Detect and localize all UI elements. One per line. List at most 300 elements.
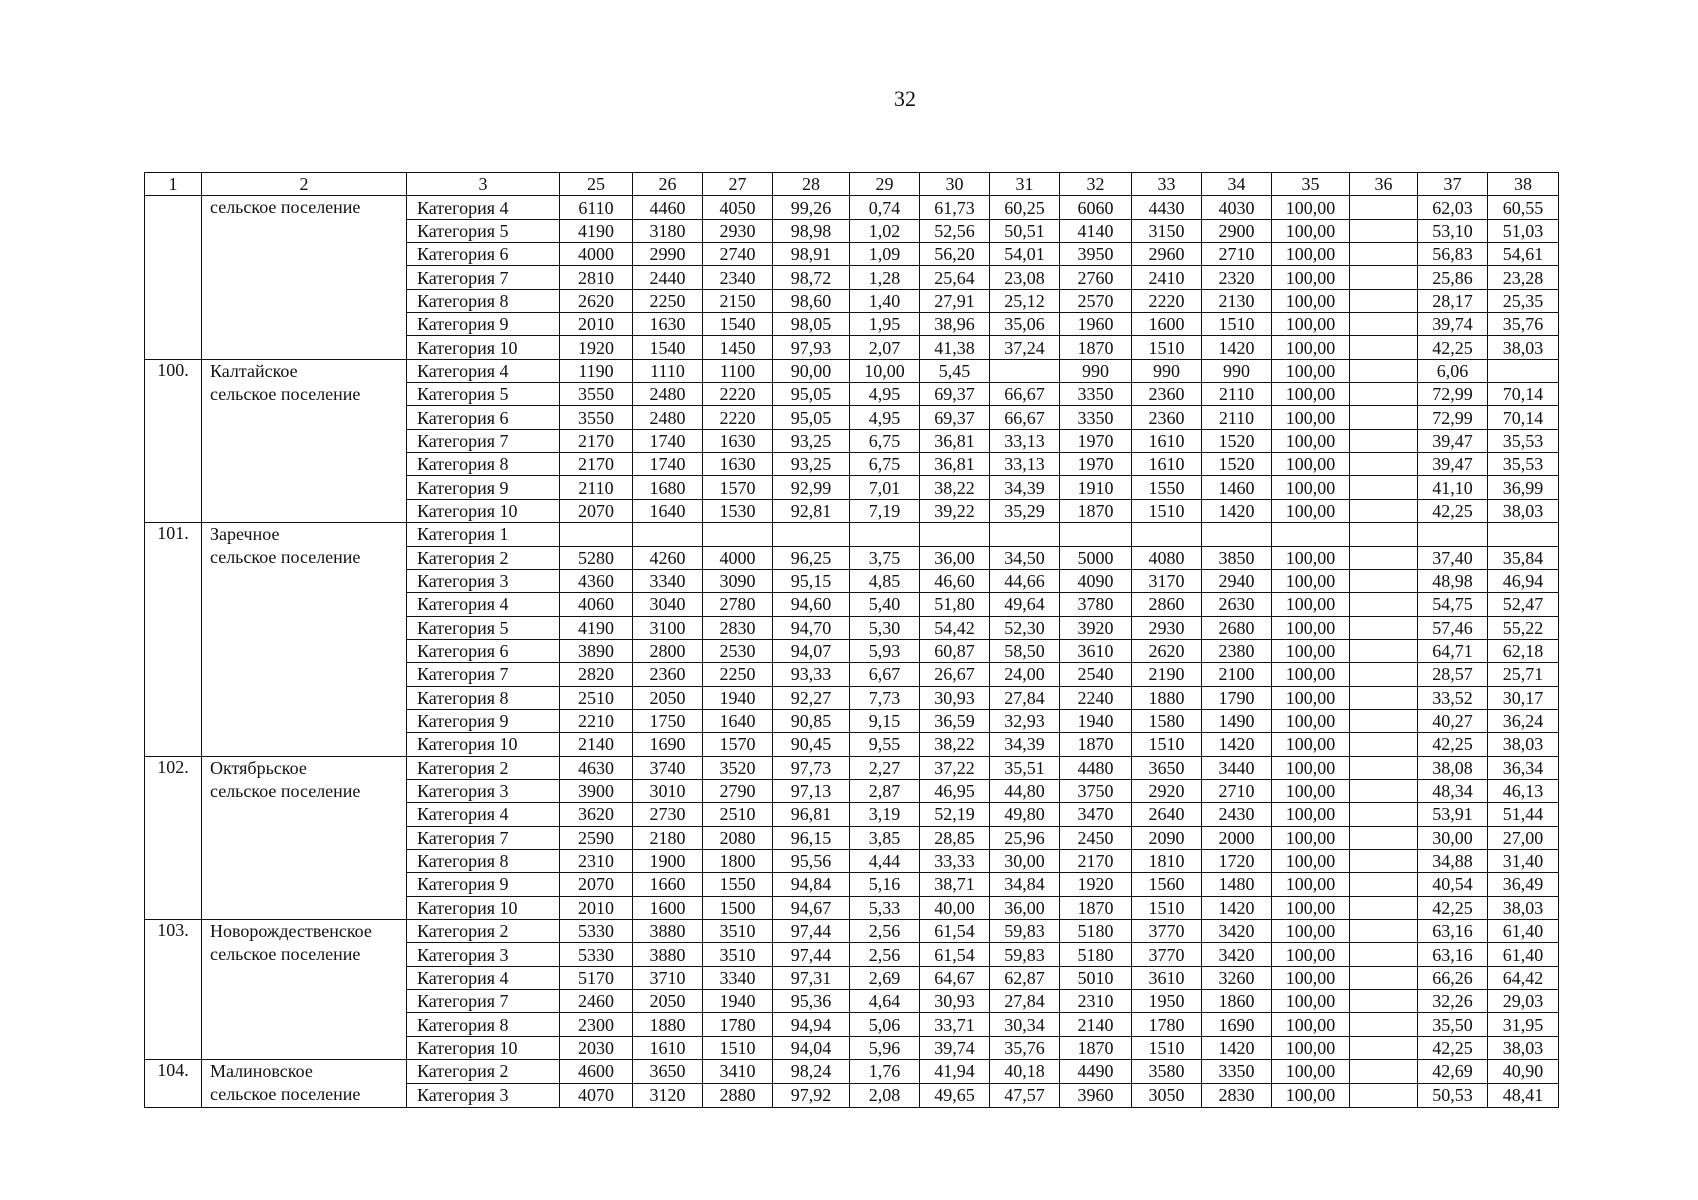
value-cell: 42,25 <box>1418 896 1488 919</box>
value-cell: 41,94 <box>920 1060 990 1084</box>
value-cell <box>560 523 633 546</box>
value-cell: 27,84 <box>990 990 1060 1013</box>
value-cell: 38,03 <box>1488 896 1559 919</box>
value-cell: 2220 <box>703 383 773 406</box>
value-cell: 1560 <box>1132 873 1202 896</box>
value-cell: 66,26 <box>1418 966 1488 989</box>
value-cell: 93,25 <box>773 429 850 452</box>
value-cell: 1660 <box>633 873 703 896</box>
value-cell: 1110 <box>633 359 703 382</box>
value-cell: 34,50 <box>990 546 1060 569</box>
value-cell: 42,25 <box>1418 336 1488 359</box>
value-cell: 46,94 <box>1488 569 1559 592</box>
value-cell <box>1350 779 1418 802</box>
value-cell: 4000 <box>560 243 633 266</box>
value-cell: 3050 <box>1132 1083 1202 1107</box>
value-cell <box>1350 803 1418 826</box>
settlement-name <box>202 359 407 522</box>
value-cell: 1940 <box>1060 709 1132 732</box>
value-cell: 1510 <box>1202 313 1272 336</box>
value-cell: 2140 <box>560 733 633 756</box>
value-cell: 3510 <box>703 920 773 943</box>
value-cell <box>1350 476 1418 499</box>
value-cell: 100,00 <box>1272 896 1350 919</box>
value-cell: 30,34 <box>990 1013 1060 1036</box>
value-cell: 6,75 <box>850 429 920 452</box>
category-cell: Категория 2 <box>407 546 560 569</box>
value-cell: 52,56 <box>920 219 990 242</box>
value-cell: 2860 <box>1132 593 1202 616</box>
value-cell: 2510 <box>703 803 773 826</box>
value-cell: 2000 <box>1202 826 1272 849</box>
category-cell: Категория 5 <box>407 219 560 242</box>
category-cell: Категория 4 <box>407 966 560 989</box>
value-cell: 35,84 <box>1488 546 1559 569</box>
value-cell: 4,44 <box>850 849 920 872</box>
value-cell: 1900 <box>633 849 703 872</box>
value-cell: 1690 <box>633 733 703 756</box>
value-cell: 1630 <box>703 429 773 452</box>
value-cell: 36,00 <box>920 546 990 569</box>
value-cell: 2050 <box>633 686 703 709</box>
value-cell: 39,47 <box>1418 429 1488 452</box>
value-cell: 30,00 <box>990 849 1060 872</box>
value-cell: 7,19 <box>850 499 920 522</box>
value-cell: 49,80 <box>990 803 1060 826</box>
value-cell: 2410 <box>1132 266 1202 289</box>
value-cell: 4030 <box>1202 196 1272 219</box>
value-cell: 1510 <box>1132 896 1202 919</box>
value-cell: 54,01 <box>990 243 1060 266</box>
settlement-number: 102. <box>145 756 202 919</box>
value-cell: 2830 <box>703 616 773 639</box>
value-cell: 100,00 <box>1272 406 1350 429</box>
value-cell: 3550 <box>560 383 633 406</box>
value-cell: 25,86 <box>1418 266 1488 289</box>
value-cell: 100,00 <box>1272 849 1350 872</box>
value-cell: 1510 <box>1132 733 1202 756</box>
category-cell: Категория 5 <box>407 616 560 639</box>
value-cell <box>1350 1083 1418 1107</box>
category-cell: Категория 10 <box>407 336 560 359</box>
value-cell <box>1350 406 1418 429</box>
value-cell: 4,95 <box>850 406 920 429</box>
value-cell: 48,41 <box>1488 1083 1559 1107</box>
value-cell: 38,96 <box>920 313 990 336</box>
value-cell: 61,40 <box>1488 943 1559 966</box>
value-cell: 1870 <box>1060 1036 1132 1059</box>
value-cell <box>1350 499 1418 522</box>
value-cell: 5,33 <box>850 896 920 919</box>
value-cell: 3350 <box>1202 1060 1272 1084</box>
value-cell: 1540 <box>703 313 773 336</box>
value-cell: 3770 <box>1132 920 1202 943</box>
value-cell: 1420 <box>1202 1036 1272 1059</box>
category-cell: Категория 5 <box>407 383 560 406</box>
value-cell: 95,05 <box>773 383 850 406</box>
value-cell: 100,00 <box>1272 289 1350 312</box>
value-cell <box>1350 243 1418 266</box>
value-cell: 54,42 <box>920 616 990 639</box>
value-cell: 38,71 <box>920 873 990 896</box>
value-cell <box>1350 639 1418 662</box>
value-cell <box>1350 873 1418 896</box>
value-cell: 1740 <box>633 453 703 476</box>
value-cell <box>1350 196 1418 219</box>
category-cell: Категория 4 <box>407 803 560 826</box>
value-cell: 1510 <box>1132 499 1202 522</box>
category-cell: Категория 9 <box>407 873 560 896</box>
value-cell: 2740 <box>703 243 773 266</box>
value-cell: 1940 <box>703 686 773 709</box>
value-cell: 28,17 <box>1418 289 1488 312</box>
value-cell: 61,54 <box>920 920 990 943</box>
header-row <box>145 173 1559 196</box>
value-cell: 100,00 <box>1272 313 1350 336</box>
value-cell: 51,03 <box>1488 219 1559 242</box>
value-cell: 2110 <box>560 476 633 499</box>
category-cell: Категория 4 <box>407 196 560 219</box>
value-cell: 3880 <box>633 920 703 943</box>
value-cell: 32,26 <box>1418 990 1488 1013</box>
value-cell: 37,24 <box>990 336 1060 359</box>
value-cell: 1570 <box>703 733 773 756</box>
value-cell: 100,00 <box>1272 616 1350 639</box>
value-cell: 1630 <box>633 313 703 336</box>
value-cell: 97,31 <box>773 966 850 989</box>
value-cell: 100,00 <box>1272 429 1350 452</box>
category-cell: Категория 4 <box>407 593 560 616</box>
value-cell: 1420 <box>1202 733 1272 756</box>
value-cell: 2050 <box>633 990 703 1013</box>
value-cell: 98,98 <box>773 219 850 242</box>
value-cell: 37,22 <box>920 756 990 779</box>
settlement-name-line: Новорождественское <box>210 921 372 941</box>
value-cell: 5330 <box>560 920 633 943</box>
value-cell: 2,08 <box>850 1083 920 1107</box>
value-cell: 100,00 <box>1272 733 1350 756</box>
value-cell: 30,00 <box>1418 826 1488 849</box>
value-cell: 2070 <box>560 499 633 522</box>
value-cell: 63,16 <box>1418 943 1488 966</box>
value-cell: 1640 <box>633 499 703 522</box>
value-cell: 2960 <box>1132 243 1202 266</box>
value-cell: 1,76 <box>850 1060 920 1084</box>
value-cell: 1,95 <box>850 313 920 336</box>
value-cell: 100,00 <box>1272 336 1350 359</box>
value-cell <box>773 523 850 546</box>
data-table <box>144 172 1559 1108</box>
value-cell <box>1350 359 1418 382</box>
value-cell: 1880 <box>1132 686 1202 709</box>
value-cell: 38,08 <box>1418 756 1488 779</box>
value-cell: 3750 <box>1060 779 1132 802</box>
value-cell: 100,00 <box>1272 266 1350 289</box>
value-cell: 2360 <box>633 663 703 686</box>
value-cell: 2530 <box>703 639 773 662</box>
value-cell: 2250 <box>703 663 773 686</box>
table-body <box>145 196 1559 1107</box>
value-cell: 66,67 <box>990 383 1060 406</box>
value-cell: 1870 <box>1060 336 1132 359</box>
value-cell: 990 <box>1202 359 1272 382</box>
value-cell <box>1350 593 1418 616</box>
value-cell: 6,06 <box>1418 359 1488 382</box>
value-cell: 2130 <box>1202 289 1272 312</box>
value-cell: 24,00 <box>990 663 1060 686</box>
value-cell: 2,27 <box>850 756 920 779</box>
value-cell: 40,54 <box>1418 873 1488 896</box>
value-cell: 95,36 <box>773 990 850 1013</box>
value-cell: 2480 <box>633 383 703 406</box>
value-cell: 35,76 <box>990 1036 1060 1059</box>
category-cell: Категория 10 <box>407 733 560 756</box>
value-cell: 1720 <box>1202 849 1272 872</box>
value-cell: 59,83 <box>990 920 1060 943</box>
value-cell: 3410 <box>703 1060 773 1084</box>
value-cell: 34,39 <box>990 733 1060 756</box>
value-cell <box>1132 523 1202 546</box>
category-cell: Категория 3 <box>407 1083 560 1107</box>
value-cell: 4,64 <box>850 990 920 1013</box>
value-cell: 1450 <box>703 336 773 359</box>
value-cell: 9,15 <box>850 709 920 732</box>
value-cell: 93,25 <box>773 453 850 476</box>
value-cell <box>1350 943 1418 966</box>
value-cell: 38,03 <box>1488 1036 1559 1059</box>
value-cell: 69,37 <box>920 383 990 406</box>
value-cell: 3610 <box>1060 639 1132 662</box>
value-cell: 1,02 <box>850 219 920 242</box>
value-cell: 96,81 <box>773 803 850 826</box>
category-cell: Категория 8 <box>407 686 560 709</box>
value-cell: 95,05 <box>773 406 850 429</box>
value-cell: 2310 <box>560 849 633 872</box>
category-cell: Категория 1 <box>407 523 560 546</box>
value-cell: 3040 <box>633 593 703 616</box>
value-cell: 100,00 <box>1272 803 1350 826</box>
value-cell: 1920 <box>1060 873 1132 896</box>
value-cell: 35,76 <box>1488 313 1559 336</box>
value-cell: 1510 <box>1132 1036 1202 1059</box>
value-cell: 38,03 <box>1488 733 1559 756</box>
category-cell: Категория 8 <box>407 289 560 312</box>
value-cell: 2,07 <box>850 336 920 359</box>
value-cell: 2,56 <box>850 920 920 943</box>
value-cell: 5180 <box>1060 943 1132 966</box>
value-cell: 63,16 <box>1418 920 1488 943</box>
value-cell: 48,98 <box>1418 569 1488 592</box>
category-cell: Категория 4 <box>407 359 560 382</box>
value-cell: 5,06 <box>850 1013 920 1036</box>
settlement-name-line: Октябрьское <box>210 757 307 778</box>
value-cell: 2640 <box>1132 803 1202 826</box>
value-cell: 51,80 <box>920 593 990 616</box>
value-cell: 2340 <box>703 266 773 289</box>
value-cell: 3,19 <box>850 803 920 826</box>
value-cell: 2710 <box>1202 779 1272 802</box>
value-cell <box>850 523 920 546</box>
value-cell: 2210 <box>560 709 633 732</box>
value-cell <box>1350 826 1418 849</box>
value-cell: 1810 <box>1132 849 1202 872</box>
value-cell: 3340 <box>633 569 703 592</box>
value-cell <box>1350 733 1418 756</box>
value-cell: 36,49 <box>1488 873 1559 896</box>
value-cell: 60,25 <box>990 196 1060 219</box>
value-cell <box>1350 709 1418 732</box>
value-cell: 99,26 <box>773 196 850 219</box>
settlement-number: 101. <box>145 523 202 756</box>
value-cell: 2110 <box>1202 383 1272 406</box>
value-cell: 1530 <box>703 499 773 522</box>
value-cell: 3900 <box>560 779 633 802</box>
value-cell: 5,40 <box>850 593 920 616</box>
value-cell: 6060 <box>1060 196 1132 219</box>
value-cell: 38,22 <box>920 733 990 756</box>
value-cell: 52,30 <box>990 616 1060 639</box>
value-cell: 1920 <box>560 336 633 359</box>
value-cell: 62,03 <box>1418 196 1488 219</box>
value-cell: 32,93 <box>990 709 1060 732</box>
value-cell: 1690 <box>1202 1013 1272 1036</box>
value-cell: 1940 <box>703 990 773 1013</box>
value-cell: 42,69 <box>1418 1060 1488 1084</box>
value-cell: 47,57 <box>990 1083 1060 1107</box>
value-cell <box>1350 313 1418 336</box>
value-cell: 70,14 <box>1488 406 1559 429</box>
value-cell: 30,93 <box>920 686 990 709</box>
value-cell: 50,51 <box>990 219 1060 242</box>
value-cell: 56,83 <box>1418 243 1488 266</box>
value-cell: 1520 <box>1202 429 1272 452</box>
value-cell: 5,96 <box>850 1036 920 1059</box>
value-cell <box>1350 546 1418 569</box>
value-cell: 5280 <box>560 546 633 569</box>
value-cell <box>1060 523 1132 546</box>
settlement-number: 104. <box>145 1060 202 1108</box>
value-cell: 55,22 <box>1488 616 1559 639</box>
value-cell: 31,40 <box>1488 849 1559 872</box>
header-cell: 2 <box>202 173 407 196</box>
value-cell: 31,95 <box>1488 1013 1559 1036</box>
category-cell: Категория 2 <box>407 756 560 779</box>
value-cell: 64,42 <box>1488 966 1559 989</box>
value-cell: 35,53 <box>1488 453 1559 476</box>
value-cell: 30,17 <box>1488 686 1559 709</box>
value-cell: 28,57 <box>1418 663 1488 686</box>
value-cell: 3010 <box>633 779 703 802</box>
header-cell: 34 <box>1202 173 1272 196</box>
header-cell: 27 <box>703 173 773 196</box>
value-cell: 27,00 <box>1488 826 1559 849</box>
settlement-name-line: сельское поселение <box>210 547 361 568</box>
value-cell: 3580 <box>1132 1060 1202 1084</box>
value-cell: 36,81 <box>920 453 990 476</box>
value-cell <box>1350 1060 1418 1084</box>
value-cell: 2930 <box>1132 616 1202 639</box>
settlement-name-line: Заречное <box>210 524 280 545</box>
settlement-name-line: сельское поселение <box>210 1084 361 1105</box>
value-cell: 100,00 <box>1272 1013 1350 1036</box>
value-cell: 25,64 <box>920 266 990 289</box>
value-cell <box>1350 990 1418 1013</box>
value-cell: 3440 <box>1202 756 1272 779</box>
value-cell <box>633 523 703 546</box>
value-cell: 54,61 <box>1488 243 1559 266</box>
value-cell: 1610 <box>633 1036 703 1059</box>
value-cell: 1420 <box>1202 336 1272 359</box>
value-cell: 5170 <box>560 966 633 989</box>
value-cell: 2760 <box>1060 266 1132 289</box>
value-cell: 2360 <box>1132 406 1202 429</box>
value-cell: 990 <box>1132 359 1202 382</box>
value-cell: 40,90 <box>1488 1060 1559 1084</box>
value-cell: 56,20 <box>920 243 990 266</box>
header-cell: 33 <box>1132 173 1202 196</box>
value-cell <box>1350 453 1418 476</box>
value-cell: 60,55 <box>1488 196 1559 219</box>
category-cell: Категория 6 <box>407 406 560 429</box>
value-cell: 1750 <box>633 709 703 732</box>
value-cell: 1790 <box>1202 686 1272 709</box>
value-cell: 0,74 <box>850 196 920 219</box>
value-cell: 53,10 <box>1418 219 1488 242</box>
value-cell: 1480 <box>1202 873 1272 896</box>
value-cell: 46,13 <box>1488 779 1559 802</box>
value-cell: 1780 <box>703 1013 773 1036</box>
value-cell: 3420 <box>1202 920 1272 943</box>
value-cell <box>1350 756 1418 779</box>
value-cell <box>990 359 1060 382</box>
value-cell: 62,87 <box>990 966 1060 989</box>
value-cell: 92,27 <box>773 686 850 709</box>
value-cell: 100,00 <box>1272 943 1350 966</box>
value-cell <box>1350 616 1418 639</box>
header-cell: 38 <box>1488 173 1559 196</box>
category-cell: Категория 9 <box>407 313 560 336</box>
value-cell: 1550 <box>703 873 773 896</box>
value-cell: 90,45 <box>773 733 850 756</box>
value-cell: 2730 <box>633 803 703 826</box>
value-cell: 2450 <box>1060 826 1132 849</box>
value-cell: 3150 <box>1132 219 1202 242</box>
value-cell: 62,18 <box>1488 639 1559 662</box>
value-cell: 100,00 <box>1272 196 1350 219</box>
value-cell: 4050 <box>703 196 773 219</box>
settlement-number: 103. <box>145 920 202 1060</box>
value-cell: 2090 <box>1132 826 1202 849</box>
value-cell: 4460 <box>633 196 703 219</box>
value-cell: 92,81 <box>773 499 850 522</box>
value-cell: 4,95 <box>850 383 920 406</box>
value-cell: 40,27 <box>1418 709 1488 732</box>
value-cell: 33,33 <box>920 849 990 872</box>
value-cell: 3850 <box>1202 546 1272 569</box>
settlement-name-line: сельское поселение <box>210 197 361 218</box>
value-cell <box>1350 920 1418 943</box>
value-cell: 50,53 <box>1418 1083 1488 1107</box>
value-cell: 2790 <box>703 779 773 802</box>
value-cell <box>1350 523 1418 546</box>
value-cell: 25,71 <box>1488 663 1559 686</box>
value-cell: 23,08 <box>990 266 1060 289</box>
value-cell: 100,00 <box>1272 243 1350 266</box>
value-cell: 2,56 <box>850 943 920 966</box>
value-cell: 96,25 <box>773 546 850 569</box>
value-cell <box>1350 896 1418 919</box>
value-cell: 46,60 <box>920 569 990 592</box>
